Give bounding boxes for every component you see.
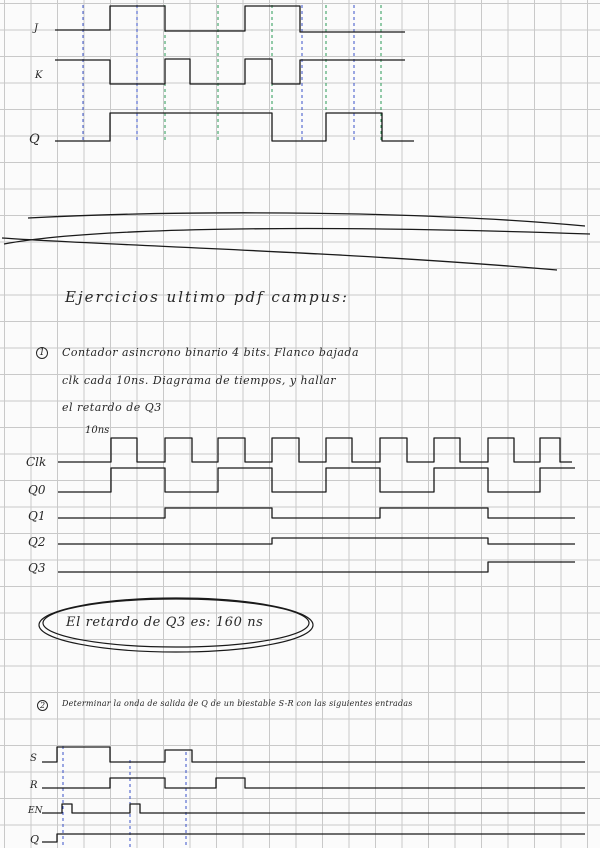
q-output-waveform bbox=[42, 834, 585, 842]
q0-waveform bbox=[58, 468, 575, 492]
signal-label-q: Q bbox=[29, 132, 40, 147]
en-waveform bbox=[42, 804, 585, 813]
signal-label-q2: Q2 bbox=[28, 535, 46, 549]
r-waveform bbox=[42, 778, 585, 788]
exercise2-statement: Determinar la onda de salida de Q de un biestable S-R con las siguientes entradas bbox=[62, 699, 413, 708]
signal-label-q-out: Q bbox=[30, 833, 40, 846]
signal-label-q3: Q3 bbox=[28, 561, 46, 575]
q1-waveform bbox=[58, 508, 575, 518]
clk-waveform bbox=[58, 438, 572, 462]
signal-label-q1: Q1 bbox=[28, 509, 46, 523]
signal-label-clk: Clk bbox=[26, 455, 47, 469]
exercise1-line-3: el retardo de Q3 bbox=[62, 401, 162, 414]
s-waveform bbox=[42, 747, 585, 762]
j-waveform bbox=[55, 6, 405, 32]
q-waveform bbox=[55, 113, 414, 141]
signal-label-k: K bbox=[35, 70, 43, 81]
signal-label-en: EN bbox=[28, 806, 43, 816]
jk-timing-diagram bbox=[55, 5, 414, 141]
period-label: 10ns bbox=[85, 425, 110, 436]
signal-label-r: R bbox=[30, 780, 38, 791]
section-separator bbox=[2, 213, 590, 270]
signal-label-j: J bbox=[34, 23, 39, 34]
signal-label-q0: Q0 bbox=[28, 483, 46, 497]
q3-waveform bbox=[58, 562, 575, 572]
sr-timing-diagram bbox=[42, 746, 585, 848]
exercise1-line-1: Contador asincrono binario 4 bits. Flanco bajada bbox=[62, 346, 360, 359]
section-heading: Ejercicios ultimo pdf campus: bbox=[65, 288, 349, 306]
signal-label-s: S bbox=[30, 753, 37, 764]
exercise1-number: 1 bbox=[36, 347, 48, 359]
answer-text: El retardo de Q3 es: 160 ns bbox=[66, 615, 264, 630]
k-waveform bbox=[55, 59, 405, 84]
q2-waveform bbox=[58, 538, 575, 544]
exercise1-line-2: clk cada 10ns. Diagrama de tiempos, y hallar bbox=[62, 374, 337, 387]
exercise2-number: 2 bbox=[37, 700, 48, 711]
